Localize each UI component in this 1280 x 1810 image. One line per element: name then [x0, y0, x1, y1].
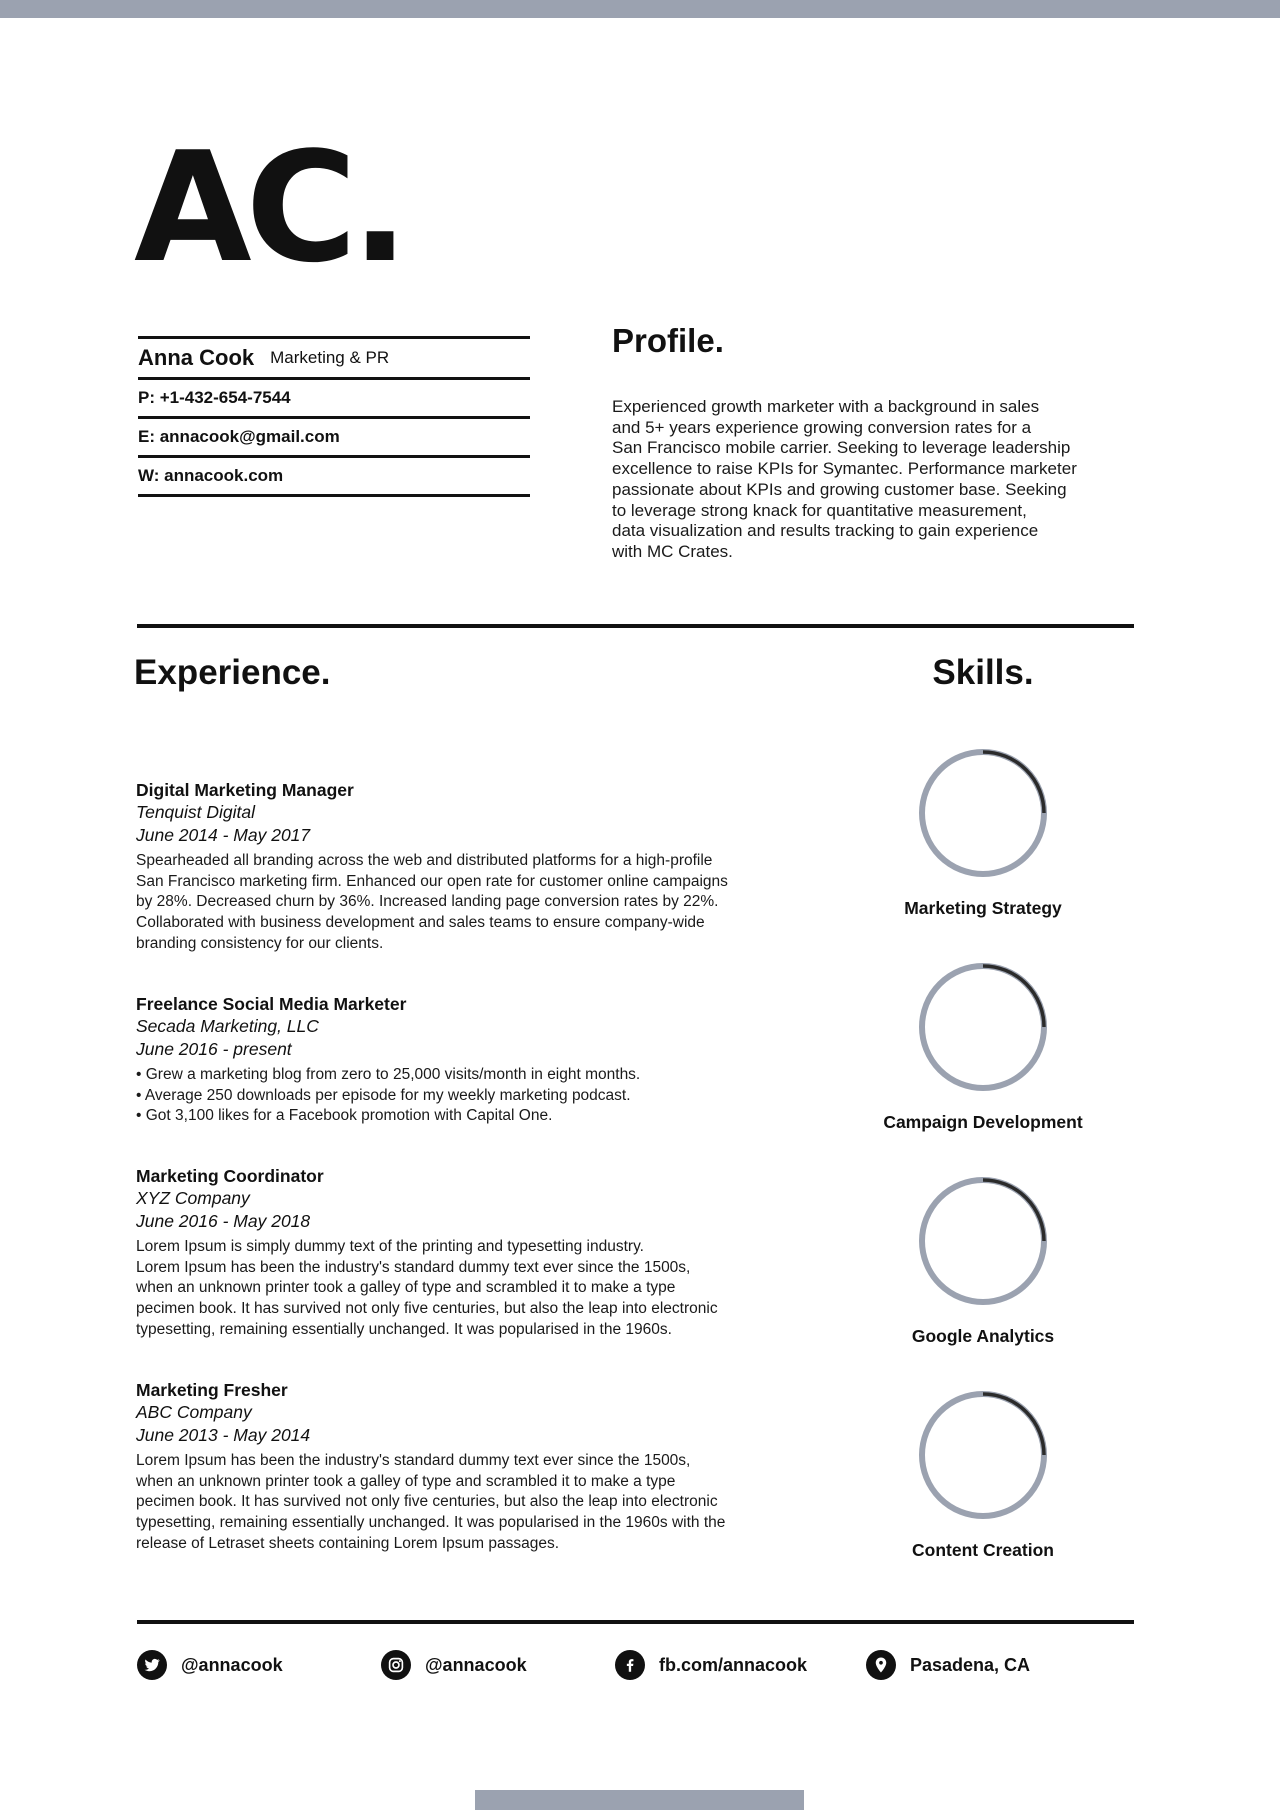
skill-label: Marketing Strategy	[904, 898, 1062, 918]
social-location	[866, 1650, 1030, 1680]
job-dates: June 2014 - May 2017	[136, 825, 311, 845]
job-description-line: pecimen book. It has survived not only five centuries, but also the leap into electronic	[136, 1493, 718, 1511]
website-text: W: annacook.com	[138, 466, 284, 485]
job-description	[136, 1451, 766, 1555]
social-twitter[interactable]	[137, 1650, 283, 1680]
twitter-icon	[137, 1650, 167, 1680]
facebook-url: fb.com/annacook	[659, 1654, 808, 1675]
location-pin-icon	[866, 1650, 896, 1680]
job-description-line: typesetting, remaining essentially unchanged. It was popularised in the 1960s with the	[136, 1514, 726, 1532]
skill-label: Google Analytics	[911, 1326, 1055, 1346]
job-description-line: Collaborated with business development and sales teams to ensure company-wide	[136, 914, 705, 932]
skill-ring	[916, 1174, 1050, 1308]
monogram: AC.	[134, 119, 403, 296]
job-entry	[136, 1165, 766, 1341]
top-accent-bar	[0, 0, 1280, 18]
job-description-line: Lorem Ipsum has been the industry's standard dummy text ever since the 1500s,	[136, 1258, 691, 1276]
job-description-line: Spearheaded all branding across the web and distributed platforms for a high-profile	[136, 852, 713, 869]
job-description-line: pecimen book. It has survived not only five centuries, but also the leap into electronic	[136, 1300, 718, 1318]
profile-line: Experienced growth marketer with a background in sales	[612, 397, 1040, 416]
profile-line: to leverage strong knack for quantitative measurement,	[612, 500, 1027, 520]
profile-line: San Francisco mobile carrier. Seeking to leverage leadership	[612, 438, 1071, 458]
profile-line: passionate about KPIs and growing customer base. Seeking	[612, 479, 1067, 499]
job-entry	[136, 779, 766, 955]
email-row	[138, 419, 530, 455]
footer-divider	[137, 1620, 1134, 1624]
skill-label: Campaign Development	[883, 1112, 1083, 1132]
job-bullet: • Average 250 downloads per episode for my weekly marketing podcast.	[136, 1086, 631, 1104]
job-dates: June 2016 - present	[136, 1039, 292, 1059]
instagram-handle: @annacook	[425, 1654, 527, 1675]
section-divider	[137, 624, 1134, 628]
skill-item	[860, 746, 1106, 919]
job-description-line: release of Letraset sheets containing Lorem Ipsum passages.	[136, 1534, 560, 1552]
skill-ring	[916, 1388, 1050, 1522]
facebook-icon	[615, 1650, 645, 1680]
job-description-line: when an unknown printer took a galley of type and scrambled it to make a type	[136, 1279, 676, 1297]
job-company: Secada Marketing, LLC	[136, 1016, 319, 1036]
phone-row	[138, 380, 530, 416]
job-entry	[136, 1379, 766, 1555]
website-row	[138, 458, 530, 494]
job-title: Marketing Fresher	[136, 1380, 288, 1400]
job-description	[136, 851, 766, 955]
skills-heading: Skills.	[932, 653, 1034, 692]
job-title: Marketing Coordinator	[136, 1166, 324, 1186]
job-description	[136, 1065, 766, 1127]
name-row	[138, 339, 530, 377]
job-description-line: by 28%. Decreased churn by 36%. Increased landing page conversion rates by 22%.	[136, 893, 719, 911]
social-facebook[interactable]	[615, 1650, 807, 1680]
phone-text: P: +1-432-654-7544	[138, 388, 291, 407]
profile-line: and 5+ years experience growing conversion rates for a	[612, 417, 1032, 437]
profile-line: data visualization and results tracking to gain experience	[612, 521, 1039, 541]
job-description-line: branding consistency for our clients.	[136, 934, 384, 952]
instagram-icon	[381, 1650, 411, 1680]
job-description-line: typesetting, remaining essentially unchanged. It was popularised in the 1960s.	[136, 1320, 672, 1338]
twitter-handle: @annacook	[181, 1654, 283, 1675]
contact-block	[138, 336, 530, 497]
profile-summary	[612, 397, 1152, 563]
job-bullet: • Got 3,100 likes for a Facebook promotion with Capital One.	[136, 1107, 553, 1125]
skill-label: Content Creation	[912, 1540, 1054, 1560]
experience-heading: Experience.	[134, 653, 331, 692]
full-name: Anna Cook	[138, 345, 255, 370]
job-role: Marketing & PR	[270, 348, 390, 367]
location-text: Pasadena, CA	[910, 1654, 1031, 1675]
job-description-line: Lorem Ipsum is simply dummy text of the printing and typesetting industry.	[136, 1238, 644, 1255]
bottom-accent-tab	[475, 1790, 804, 1810]
skill-item	[860, 960, 1106, 1133]
job-description	[136, 1237, 766, 1341]
skill-item	[860, 1174, 1106, 1347]
social-instagram[interactable]	[381, 1650, 527, 1680]
skill-ring	[916, 960, 1050, 1094]
job-entry	[136, 993, 766, 1127]
profile-line: with MC Crates.	[612, 541, 733, 561]
job-bullet: • Grew a marketing blog from zero to 25,000 visits/month in eight months.	[136, 1066, 641, 1083]
job-dates: June 2013 - May 2014	[136, 1425, 311, 1445]
job-company: XYZ Company	[136, 1188, 250, 1208]
profile-line: excellence to raise KPIs for Symantec. Performance marketer	[612, 459, 1077, 479]
job-description-line: Lorem Ipsum has been the industry's standard dummy text ever since the 1500s,	[136, 1452, 691, 1469]
contact-rule	[138, 494, 530, 497]
job-company: ABC Company	[136, 1402, 252, 1422]
profile-heading: Profile.	[612, 322, 724, 359]
job-title: Freelance Social Media Marketer	[136, 994, 407, 1014]
job-dates: June 2016 - May 2018	[136, 1211, 311, 1231]
job-company: Tenquist Digital	[136, 802, 256, 822]
skill-item	[860, 1388, 1106, 1561]
job-title: Digital Marketing Manager	[136, 780, 354, 800]
job-description-line: when an unknown printer took a galley of type and scrambled it to make a type	[136, 1472, 676, 1490]
email-text: E: annacook@gmail.com	[138, 427, 340, 446]
job-description-line: San Francisco marketing firm. Enhanced our open rate for customer online campaigns	[136, 872, 728, 890]
skill-ring	[916, 746, 1050, 880]
